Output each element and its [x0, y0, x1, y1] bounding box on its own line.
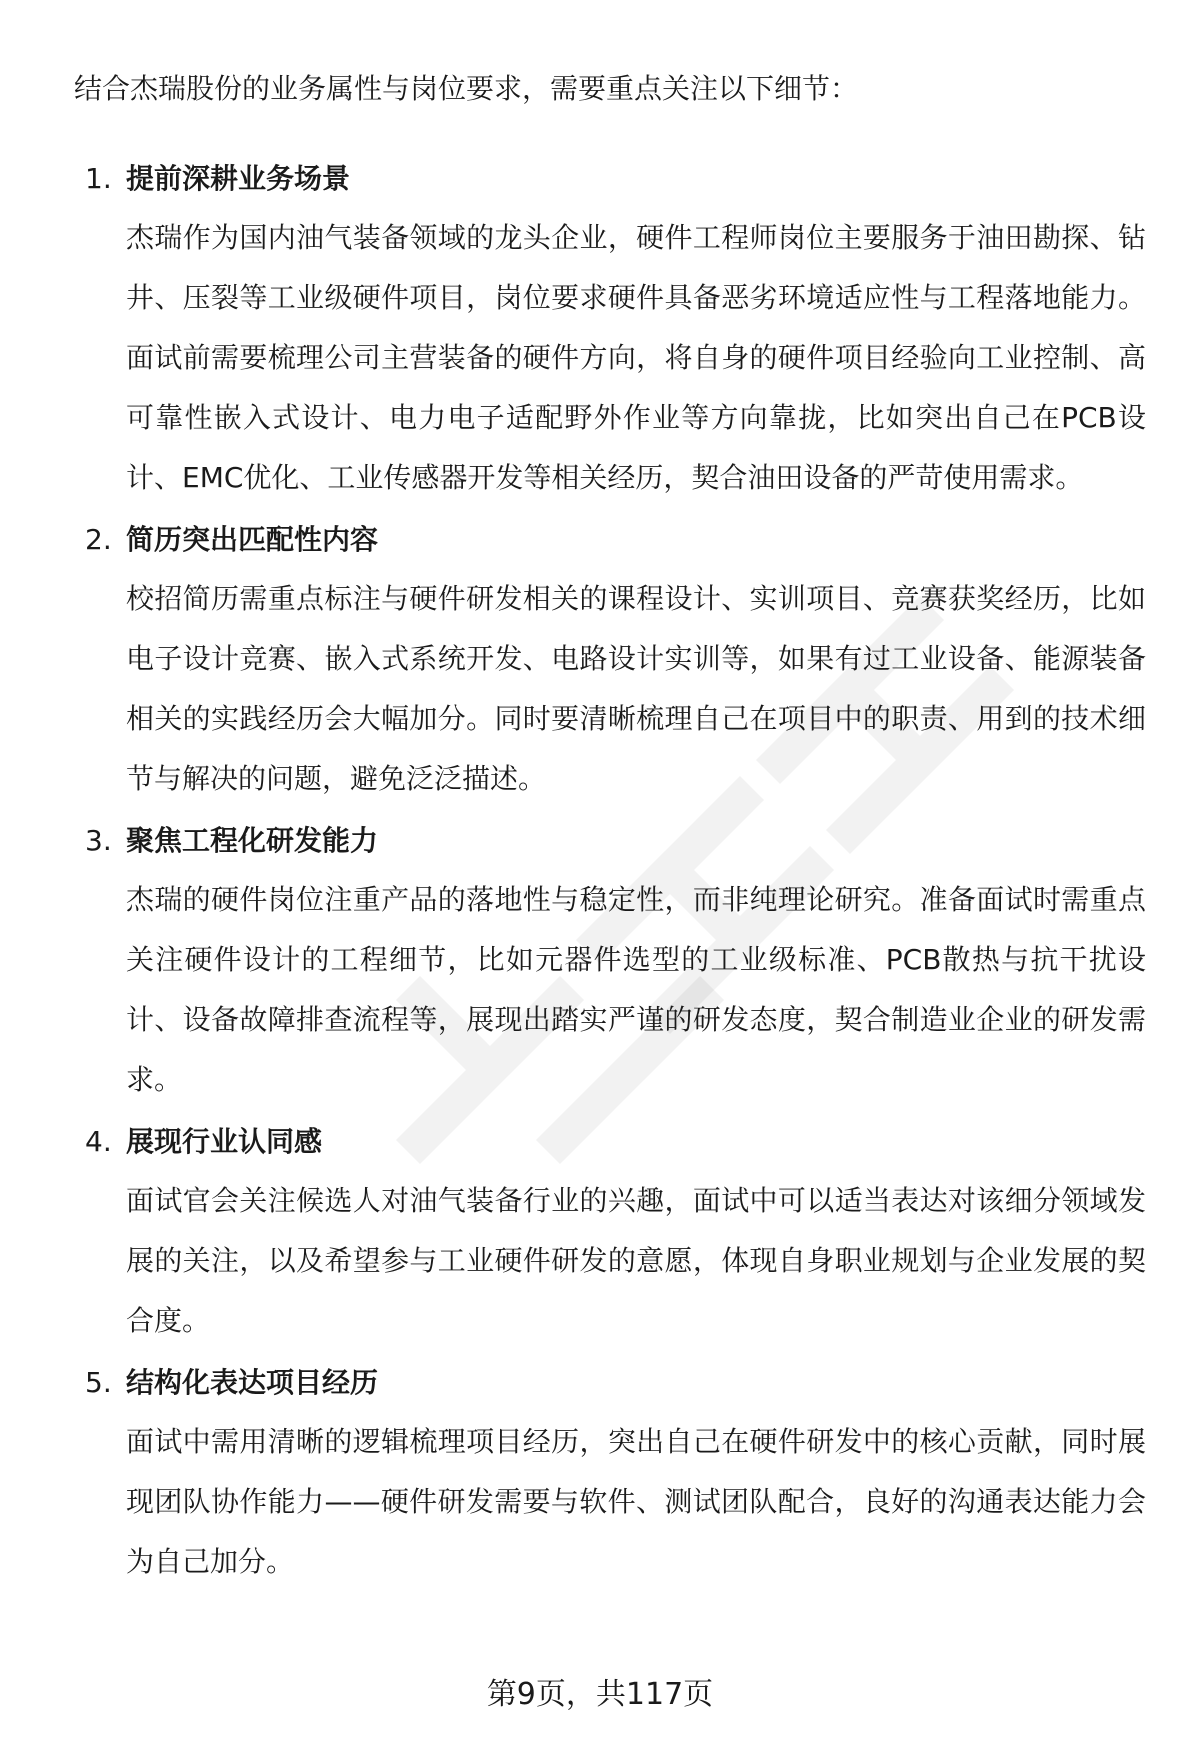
list-item [0, 812, 1200, 1112]
list-item-body: 面试中需用清晰的逻辑梳理项目经历，突出自己在硬件研发中的核心贡献，同时展现团队协作能力——硬件研发需要与软件、测试团队配合，良好的沟通表达能力会为自己加分。 [126, 1425, 1146, 1578]
list-item-title: 结构化表达项目经历 [126, 1366, 379, 1399]
list-item [0, 1354, 1200, 1594]
list-item-header [0, 1113, 1200, 1171]
list-item-number: 4. [85, 1125, 112, 1158]
list-item-number: 1. [85, 162, 112, 195]
list-item-header [0, 150, 1200, 208]
list-item-title: 提前深耕业务场景 [126, 162, 351, 195]
list-item [0, 150, 1200, 510]
list-item-header [0, 1354, 1200, 1412]
page-number: 第9页，共117页 [486, 1677, 714, 1712]
list-item-title: 简历突出匹配性内容 [126, 523, 379, 556]
list-item-body: 杰瑞作为国内油气装备领域的龙头企业，硬件工程师岗位主要服务于油田勘探、钻井、压裂等工业级硬件项目，岗位要求硬件具备恶劣环境适应性与工程落地能力。面试前需要梳理公司主营装备的硬件方向，将自身的硬件项目经验向工业控制、高可靠性嵌入式设计、电力电子适配野外作业等方向靠拢，比如突出自己在PCB设计、EMC优化、工业传感器开发等相关经历，契合油田设备的严苛使用需求。 [126, 221, 1146, 494]
list-item-number: 3. [85, 824, 112, 857]
list-item-header [0, 511, 1200, 569]
list-item [0, 1113, 1200, 1353]
list-item [0, 511, 1200, 811]
list-item-title: 展现行业认同感 [126, 1125, 323, 1158]
list-item-number: 2. [85, 523, 112, 556]
list-item-header [0, 812, 1200, 870]
list-item-body: 面试官会关注候选人对油气装备行业的兴趣，面试中可以适当表达对该细分领域发展的关注，以及希望参与工业硬件研发的意愿，体现自身职业规划与企业发展的契合度。 [126, 1184, 1146, 1337]
intro-text: 结合杰瑞股份的业务属性与岗位要求，需要重点关注以下细节： [74, 72, 859, 105]
list-item-body: 杰瑞的硬件岗位注重产品的落地性与稳定性，而非纯理论研究。准备面试时需重点关注硬件设计的工程细节，比如元器件选型的工业级标准、PCB散热与抗干扰设计、设备故障排查流程等，展现出踏实严谨的研发态度，契合制造业企业的研发需求。 [126, 883, 1146, 1096]
list-item-body: 校招简历需重点标注与硬件研发相关的课程设计、实训项目、竞赛获奖经历，比如电子设计竞赛、嵌入式系统开发、电路设计实训等，如果有过工业设备、能源装备相关的实践经历会大幅加分。同时要清晰梳理自己在项目中的职责、用到的技术细节与解决的问题，避免泛泛描述。 [126, 582, 1146, 795]
list-item-number: 5. [85, 1366, 112, 1399]
list-item-title: 聚焦工程化研发能力 [126, 824, 379, 857]
tips-list [0, 150, 1200, 1595]
